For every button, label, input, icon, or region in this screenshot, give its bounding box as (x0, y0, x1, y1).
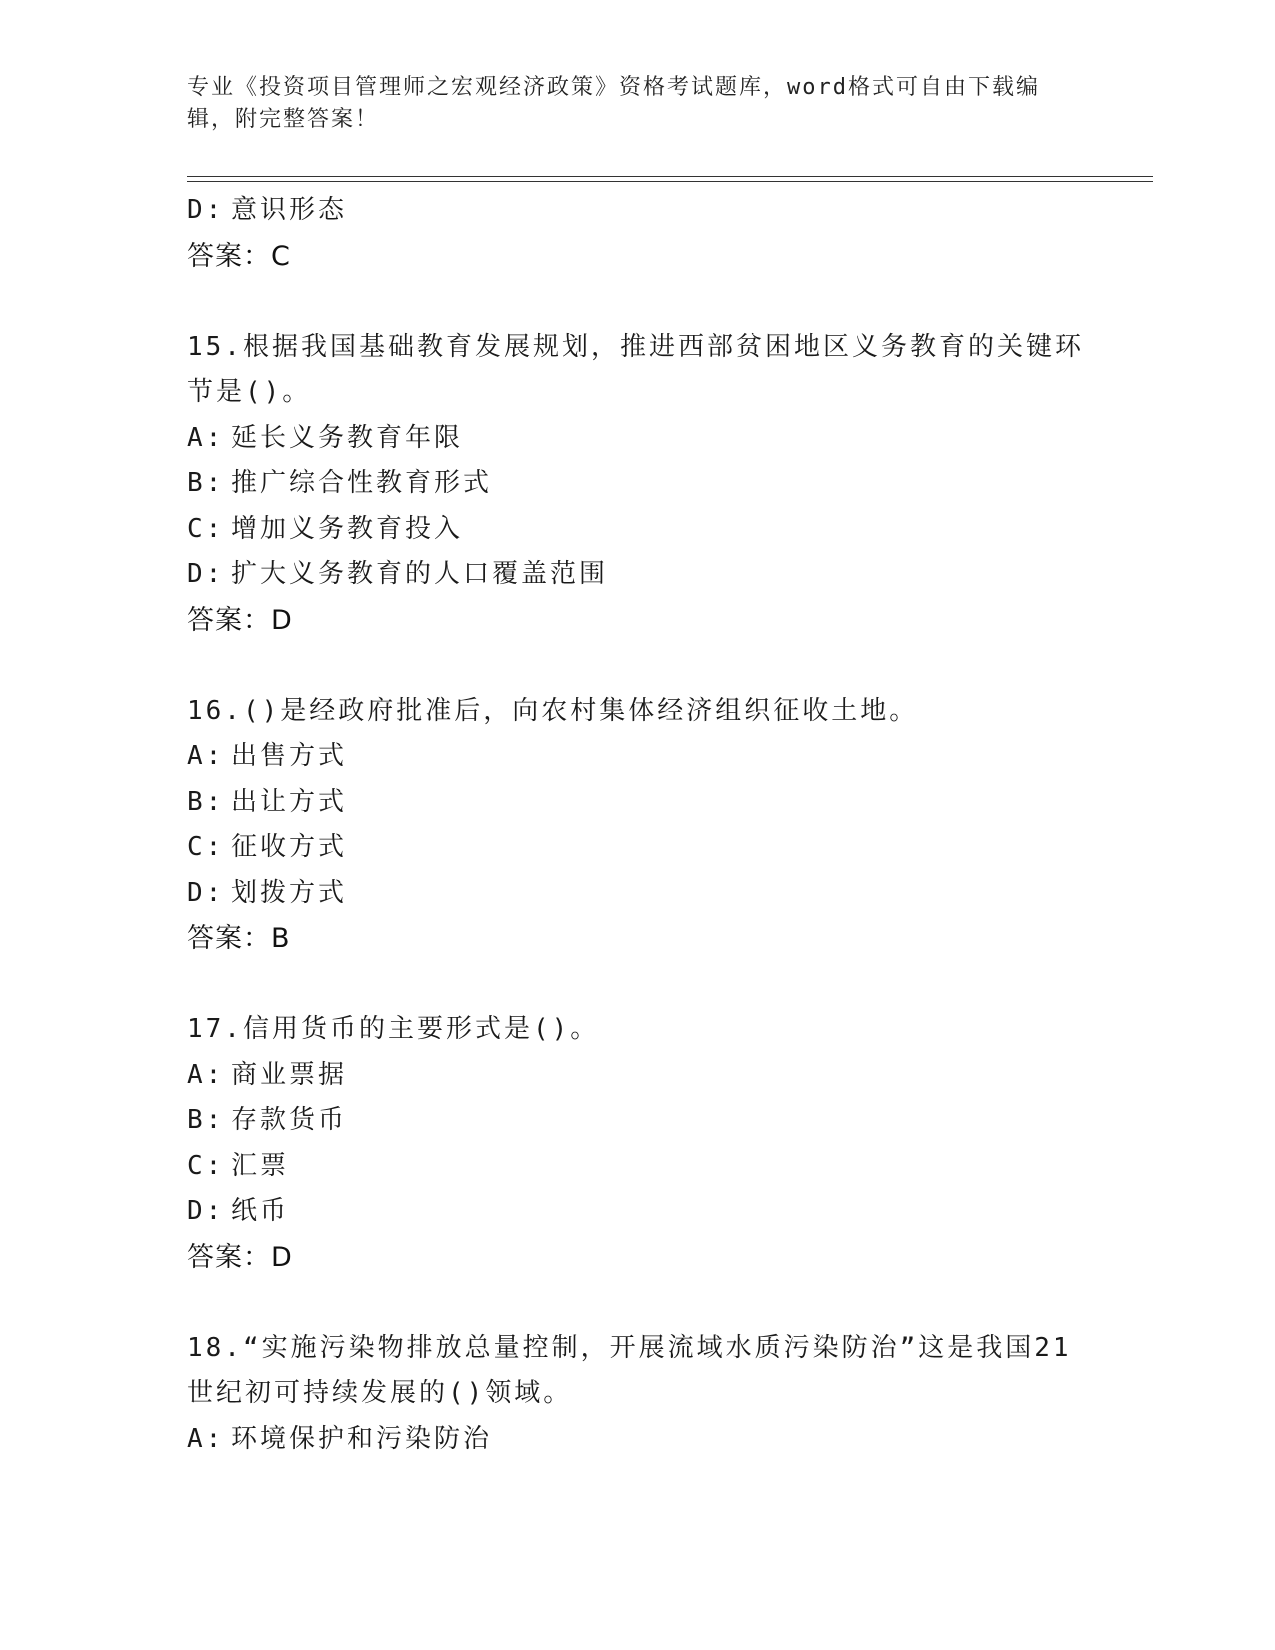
option-key: B: (187, 468, 225, 498)
option-text: 出让方式 (231, 786, 348, 817)
page-header (187, 72, 1067, 136)
question-stem: 15.根据我国基础教育发展规划，推进西部贫困地区义务教育的关键环 (187, 331, 1084, 362)
header-line-1: 专业《投资项目管理师之宏观经济政策》资格考试题库，word格式可自由下载编 (187, 75, 1040, 100)
header-divider-top (187, 176, 1153, 177)
option-text: 存款货币 (231, 1105, 348, 1135)
option-d (187, 871, 1087, 917)
header-divider-bottom (187, 181, 1153, 182)
answer-line: 答案：D (187, 604, 293, 636)
option-text: 延长义务教育年限 (231, 422, 464, 453)
option-key: D: (187, 1196, 225, 1226)
option-key: B: (187, 786, 225, 817)
option-c (187, 1144, 1087, 1190)
option-b (187, 461, 1087, 507)
option-key: D: (187, 195, 225, 225)
option-key: D: (187, 559, 225, 589)
option-text: 征收方式 (231, 832, 348, 862)
question-stem-continued: 世纪初可持续发展的()领域。 (187, 1378, 573, 1408)
option-text: 环境保护和污染防治 (231, 1423, 493, 1454)
option-text: 推广综合性教育形式 (231, 468, 493, 498)
option-key: C: (187, 513, 225, 544)
answer-line: 答案：D (187, 1241, 293, 1273)
option-text: 纸币 (231, 1196, 290, 1226)
option-c (187, 825, 1087, 871)
option-d (187, 188, 1087, 234)
option-text: 增加义务教育投入 (231, 513, 464, 544)
option-text: 扩大义务教育的人口覆盖范围 (231, 559, 609, 589)
option-key: B: (187, 1105, 225, 1135)
spacer (187, 279, 1087, 325)
spacer (187, 962, 1087, 1008)
option-key: D: (187, 877, 225, 908)
answer-line: 答案：B (187, 923, 291, 954)
spacer (187, 643, 1087, 689)
option-d (187, 552, 1087, 598)
question-stem: 17.信用货币的主要形式是()。 (187, 1014, 600, 1044)
option-key: A: (187, 1423, 225, 1454)
option-a (187, 734, 1087, 780)
option-key: A: (187, 422, 225, 453)
answer-line: 答案：C (187, 240, 291, 272)
option-a (187, 416, 1087, 462)
option-text: 汇票 (231, 1150, 290, 1181)
option-d (187, 1189, 1087, 1235)
option-b (187, 780, 1087, 826)
option-b (187, 1098, 1087, 1144)
option-text: 出售方式 (231, 741, 348, 771)
option-text: 意识形态 (231, 195, 348, 225)
question-stem-continued: 节是()。 (187, 377, 312, 407)
question-stem: 16.()是经政府批准后，向农村集体经济组织征收土地。 (187, 695, 919, 726)
option-text: 商业票据 (231, 1059, 348, 1090)
option-a (187, 1417, 1087, 1463)
option-c (187, 507, 1087, 553)
question-list (187, 188, 1087, 1462)
header-line-2: 辑，附完整答案！ (187, 107, 380, 132)
option-key: C: (187, 832, 225, 862)
question-stem: 18.“实施污染物排放总量控制，开展流域水质污染防治”这是我国21 (187, 1332, 1072, 1363)
option-a (187, 1053, 1087, 1099)
spacer (187, 1280, 1087, 1326)
option-key: A: (187, 1059, 225, 1090)
option-text: 划拨方式 (231, 877, 348, 908)
option-key: C: (187, 1150, 225, 1181)
option-key: A: (187, 741, 225, 771)
